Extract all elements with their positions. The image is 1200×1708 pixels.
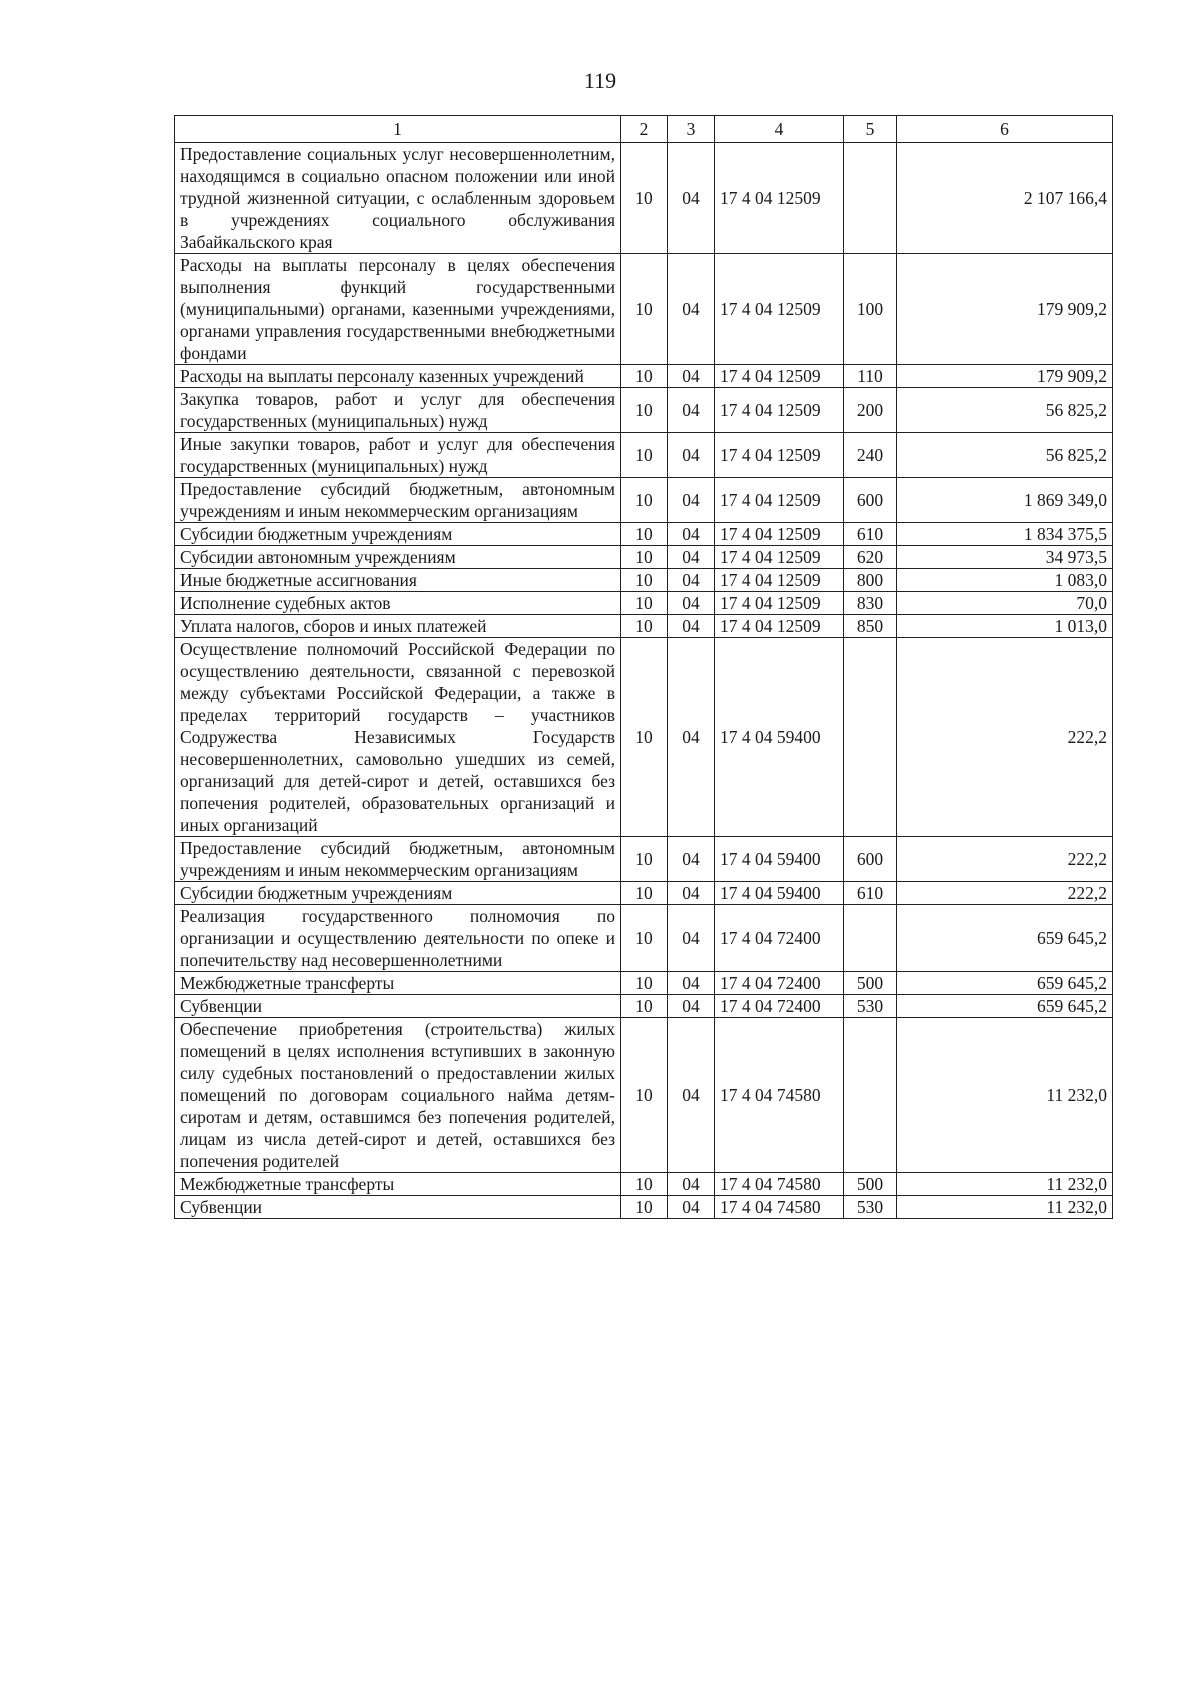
row-amount: 1 834 375,5 xyxy=(897,523,1113,546)
table-header-row xyxy=(175,116,1113,143)
row-subsection: 04 xyxy=(668,254,715,365)
row-target-code: 17 4 04 12509 xyxy=(715,365,844,388)
header-cell: 2 xyxy=(621,116,668,143)
row-description: Межбюджетные трансферты xyxy=(175,1173,621,1196)
row-expense-type: 620 xyxy=(844,546,897,569)
row-expense-type: 200 xyxy=(844,388,897,433)
row-expense-type: 530 xyxy=(844,995,897,1018)
table-row xyxy=(175,837,1113,882)
row-section: 10 xyxy=(621,388,668,433)
row-amount: 56 825,2 xyxy=(897,388,1113,433)
row-section: 10 xyxy=(621,592,668,615)
table-row xyxy=(175,972,1113,995)
row-amount: 659 645,2 xyxy=(897,995,1113,1018)
row-subsection: 04 xyxy=(668,905,715,972)
table-row xyxy=(175,1196,1113,1219)
row-amount: 56 825,2 xyxy=(897,433,1113,478)
row-amount: 179 909,2 xyxy=(897,254,1113,365)
table-row xyxy=(175,592,1113,615)
row-description: Субсидии автономным учреждениям xyxy=(175,546,621,569)
row-target-code: 17 4 04 12509 xyxy=(715,569,844,592)
row-description: Предоставление субсидий бюджетным, автономным учреждениям и иным некоммерческим организациям xyxy=(175,478,621,523)
row-target-code: 17 4 04 12509 xyxy=(715,478,844,523)
header-cell: 6 xyxy=(897,116,1113,143)
row-description: Реализация государственного полномочия по организации и осуществлению деятельности по опеке и попечительству над несовершеннолетними xyxy=(175,905,621,972)
row-section: 10 xyxy=(621,254,668,365)
row-expense-type: 530 xyxy=(844,1196,897,1219)
row-amount: 659 645,2 xyxy=(897,905,1113,972)
header-cell: 5 xyxy=(844,116,897,143)
row-description: Закупка товаров, работ и услуг для обеспечения государственных (муниципальных) нужд xyxy=(175,388,621,433)
row-subsection: 04 xyxy=(668,433,715,478)
table-row xyxy=(175,1173,1113,1196)
row-expense-type: 110 xyxy=(844,365,897,388)
table-row xyxy=(175,365,1113,388)
row-expense-type xyxy=(844,143,897,254)
row-description: Иные бюджетные ассигнования xyxy=(175,569,621,592)
table-row xyxy=(175,615,1113,638)
row-target-code: 17 4 04 12509 xyxy=(715,388,844,433)
row-section: 10 xyxy=(621,972,668,995)
row-target-code: 17 4 04 12509 xyxy=(715,143,844,254)
row-description: Иные закупки товаров, работ и услуг для обеспечения государственных (муниципальных) нужд xyxy=(175,433,621,478)
table-row xyxy=(175,546,1113,569)
row-description: Обеспечение приобретения (строительства) жилых помещений в целях исполнения вступивших в законную силу судебных постановлений о предоставлении жилых помещений по договорам социального найма детям-сиротам и детям, оставшимся без попечения родителей, лицам из числа детей-сирот и детей, оставшихся без попечения родителей xyxy=(175,1018,621,1173)
row-section: 10 xyxy=(621,638,668,837)
table-row xyxy=(175,523,1113,546)
row-description: Предоставление субсидий бюджетным, автономным учреждениям и иным некоммерческим организациям xyxy=(175,837,621,882)
row-description: Субвенции xyxy=(175,995,621,1018)
row-section: 10 xyxy=(621,1196,668,1219)
row-target-code: 17 4 04 12509 xyxy=(715,523,844,546)
row-expense-type: 800 xyxy=(844,569,897,592)
row-description: Субсидии бюджетным учреждениям xyxy=(175,882,621,905)
row-amount: 1 013,0 xyxy=(897,615,1113,638)
row-target-code: 17 4 04 74580 xyxy=(715,1018,844,1173)
row-subsection: 04 xyxy=(668,592,715,615)
row-target-code: 17 4 04 74580 xyxy=(715,1196,844,1219)
row-target-code: 17 4 04 12509 xyxy=(715,254,844,365)
row-target-code: 17 4 04 12509 xyxy=(715,433,844,478)
row-subsection: 04 xyxy=(668,837,715,882)
row-description: Исполнение судебных актов xyxy=(175,592,621,615)
header-cell: 1 xyxy=(175,116,621,143)
row-expense-type: 500 xyxy=(844,1173,897,1196)
row-subsection: 04 xyxy=(668,546,715,569)
row-description: Субвенции xyxy=(175,1196,621,1219)
row-subsection: 04 xyxy=(668,1173,715,1196)
row-target-code: 17 4 04 59400 xyxy=(715,837,844,882)
row-amount: 1 869 349,0 xyxy=(897,478,1113,523)
row-amount: 179 909,2 xyxy=(897,365,1113,388)
row-section: 10 xyxy=(621,365,668,388)
table-row xyxy=(175,995,1113,1018)
row-subsection: 04 xyxy=(668,143,715,254)
row-expense-type: 610 xyxy=(844,882,897,905)
budget-table xyxy=(174,115,1113,1219)
row-target-code: 17 4 04 12509 xyxy=(715,615,844,638)
row-subsection: 04 xyxy=(668,882,715,905)
row-subsection: 04 xyxy=(668,365,715,388)
row-target-code: 17 4 04 59400 xyxy=(715,638,844,837)
row-subsection: 04 xyxy=(668,569,715,592)
row-section: 10 xyxy=(621,478,668,523)
row-section: 10 xyxy=(621,569,668,592)
table-row xyxy=(175,905,1113,972)
table-row xyxy=(175,478,1113,523)
row-target-code: 17 4 04 72400 xyxy=(715,905,844,972)
row-subsection: 04 xyxy=(668,1196,715,1219)
row-subsection: 04 xyxy=(668,615,715,638)
table-row xyxy=(175,638,1113,837)
row-description: Уплата налогов, сборов и иных платежей xyxy=(175,615,621,638)
row-expense-type: 600 xyxy=(844,837,897,882)
table-row xyxy=(175,254,1113,365)
table-row xyxy=(175,143,1113,254)
row-amount: 70,0 xyxy=(897,592,1113,615)
row-expense-type: 100 xyxy=(844,254,897,365)
page-number: 119 xyxy=(583,68,617,93)
header-cell: 3 xyxy=(668,116,715,143)
row-section: 10 xyxy=(621,995,668,1018)
row-target-code: 17 4 04 74580 xyxy=(715,1173,844,1196)
row-target-code: 17 4 04 59400 xyxy=(715,882,844,905)
table-row xyxy=(175,569,1113,592)
row-expense-type xyxy=(844,1018,897,1173)
table-row xyxy=(175,882,1113,905)
row-amount: 1 083,0 xyxy=(897,569,1113,592)
row-section: 10 xyxy=(621,546,668,569)
row-expense-type: 600 xyxy=(844,478,897,523)
row-subsection: 04 xyxy=(668,995,715,1018)
row-target-code: 17 4 04 72400 xyxy=(715,972,844,995)
row-amount: 222,2 xyxy=(897,638,1113,837)
row-section: 10 xyxy=(621,837,668,882)
row-amount: 11 232,0 xyxy=(897,1196,1113,1219)
row-expense-type: 240 xyxy=(844,433,897,478)
row-section: 10 xyxy=(621,523,668,546)
row-description: Межбюджетные трансферты xyxy=(175,972,621,995)
row-subsection: 04 xyxy=(668,1018,715,1173)
row-description: Осуществление полномочий Российской Федерации по осуществлению деятельности, связанной с перевозкой между субъектами Российской Федерации, а также в пределах территорий государств – участников Содружества Независимых Государств несовершеннолетних, самовольно ушедших из семей, организаций для детей-сирот и детей, оставшихся без попечения родителей, образовательных организаций и иных организаций xyxy=(175,638,621,837)
row-amount: 659 645,2 xyxy=(897,972,1113,995)
row-expense-type xyxy=(844,638,897,837)
table-row xyxy=(175,388,1113,433)
row-subsection: 04 xyxy=(668,972,715,995)
row-expense-type: 850 xyxy=(844,615,897,638)
row-subsection: 04 xyxy=(668,638,715,837)
row-description: Расходы на выплаты персоналу казенных учреждений xyxy=(175,365,621,388)
row-amount: 222,2 xyxy=(897,882,1113,905)
row-section: 10 xyxy=(621,882,668,905)
row-description: Расходы на выплаты персоналу в целях обеспечения выполнения функций государственными (муниципальными) органами, казенными учреждениями, органами управления государственными внебюджетными фондами xyxy=(175,254,621,365)
row-section: 10 xyxy=(621,615,668,638)
row-expense-type: 610 xyxy=(844,523,897,546)
row-target-code: 17 4 04 12509 xyxy=(715,592,844,615)
row-expense-type: 500 xyxy=(844,972,897,995)
row-section: 10 xyxy=(621,143,668,254)
row-section: 10 xyxy=(621,905,668,972)
row-section: 10 xyxy=(621,1018,668,1173)
row-subsection: 04 xyxy=(668,478,715,523)
table-row xyxy=(175,433,1113,478)
row-expense-type xyxy=(844,905,897,972)
row-amount: 34 973,5 xyxy=(897,546,1113,569)
row-section: 10 xyxy=(621,1173,668,1196)
row-description: Субсидии бюджетным учреждениям xyxy=(175,523,621,546)
row-target-code: 17 4 04 72400 xyxy=(715,995,844,1018)
row-subsection: 04 xyxy=(668,388,715,433)
row-description: Предоставление социальных услуг несовершеннолетним, находящимся в социально опасном положении или иной трудной жизненной ситуации, с ослабленным здоровьем в учреждениях социального обслуживания Забайкальского края xyxy=(175,143,621,254)
header-cell: 4 xyxy=(715,116,844,143)
row-amount: 2 107 166,4 xyxy=(897,143,1113,254)
row-target-code: 17 4 04 12509 xyxy=(715,546,844,569)
row-amount: 222,2 xyxy=(897,837,1113,882)
row-section: 10 xyxy=(621,433,668,478)
row-amount: 11 232,0 xyxy=(897,1018,1113,1173)
table-row xyxy=(175,1018,1113,1173)
row-amount: 11 232,0 xyxy=(897,1173,1113,1196)
row-subsection: 04 xyxy=(668,523,715,546)
row-expense-type: 830 xyxy=(844,592,897,615)
